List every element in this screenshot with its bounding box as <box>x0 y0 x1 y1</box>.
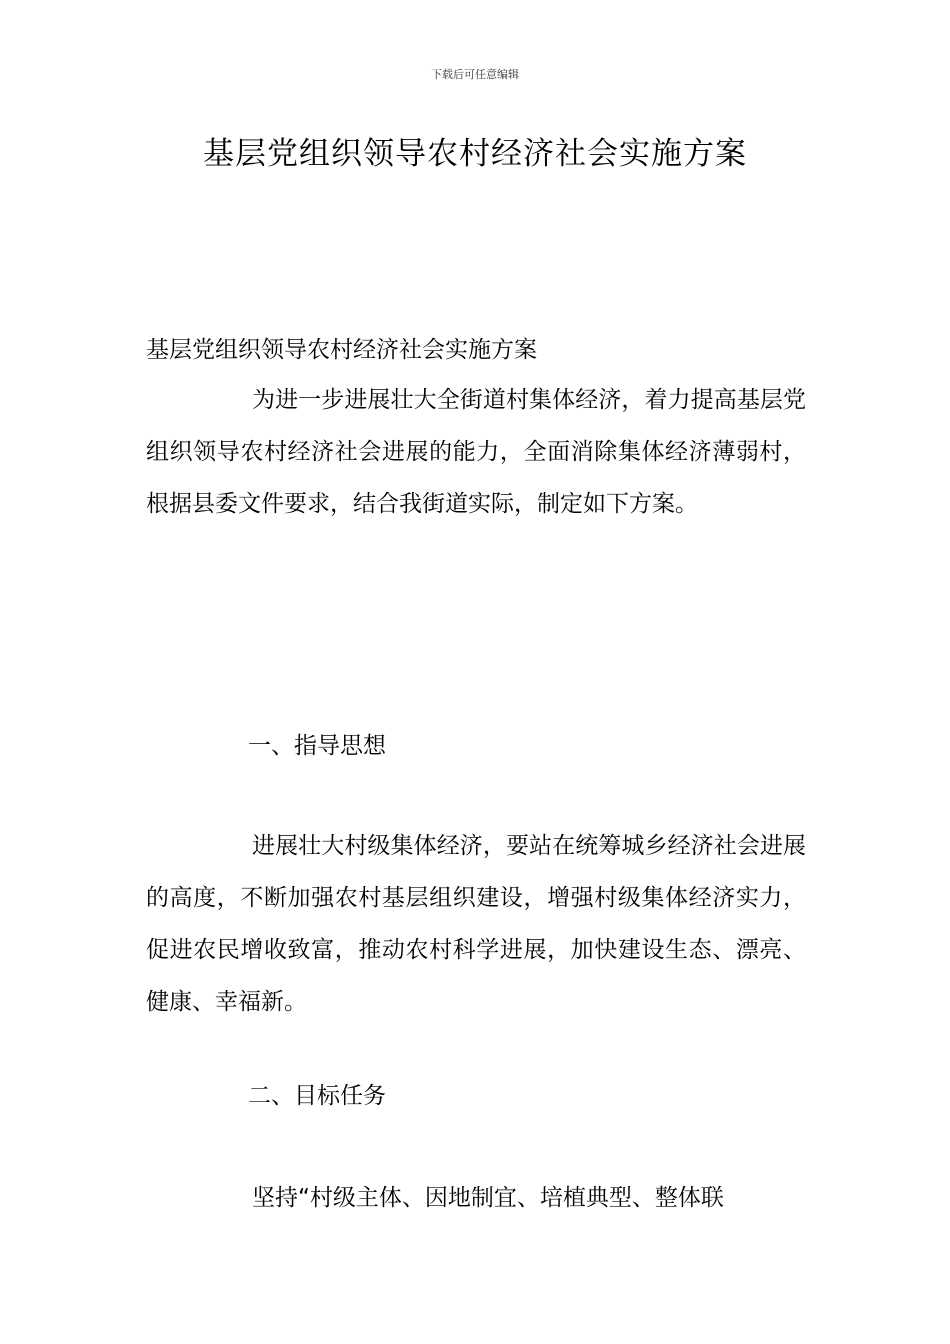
section-heading-goals-tasks: 二、目标任务 <box>248 1083 386 1109</box>
section-heading-guiding-thought: 一、指导思想 <box>248 733 386 759</box>
section-paragraph-goals-tasks: 坚持“村级主体、因地制宜、培植典型、整体联 <box>252 1185 724 1211</box>
document-title: 基层党组织领导农村经济社会实施方案 <box>203 136 747 172</box>
section-paragraph-guiding-thought: 进展壮大村级集体经济，要站在统筹城乡经济社会进展的高度，不断加强农村基层组织建设，增强村级集体经济实力，促进农民增收致富，推动农村科学进展，加快建设生态、漂亮、健康、幸福新。 <box>146 833 806 1015</box>
document-subtitle: 基层党组织领导农村经济社会实施方案 <box>146 337 537 363</box>
header-note: 下载后可任意编辑 <box>431 68 519 81</box>
intro-paragraph: 为进一步进展壮大全街道村集体经济，着力提高基层党组织领导农村经济社会进展的能力，全面消除集体经济薄弱村，根据县委文件要求，结合我街道实际，制定如下方案。 <box>146 387 806 517</box>
